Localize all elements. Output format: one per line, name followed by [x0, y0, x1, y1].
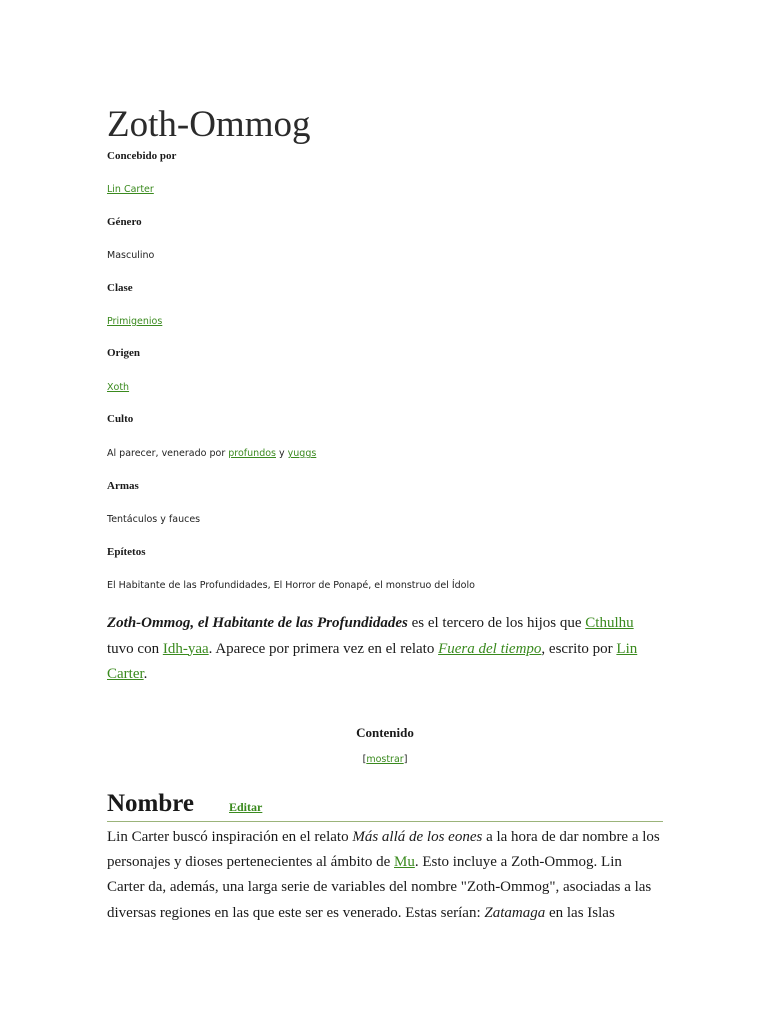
paragraph-italic: Más allá de los eones [352, 829, 483, 845]
paragraph-text: en las Islas [545, 904, 615, 921]
infobox-label-epitetos: Epítetos [107, 546, 146, 558]
intro-paragraph [107, 611, 663, 688]
intro-text: tuvo con [107, 640, 163, 657]
infobox-link-primigenios[interactable]: Primigenios [107, 316, 163, 327]
infobox-label-culto: Culto [107, 413, 134, 425]
paragraph-text: a la hora de dar nombre a los personajes y dioses pertenecientes al ámbito de [107, 829, 660, 871]
toc-title: Contenido [356, 725, 414, 740]
intro-text: . [143, 666, 148, 682]
toc-bracket: ] [403, 754, 408, 765]
infobox-link-xoth[interactable]: Xoth [107, 382, 130, 393]
intro-text: , escrito por [541, 640, 617, 657]
link-yuggs[interactable]: yuggs [287, 448, 317, 459]
infobox-link-lin-carter[interactable]: Lin Carter [107, 184, 154, 195]
infobox-label-clase: Clase [107, 282, 133, 294]
infobox-value-culto [107, 447, 316, 461]
page-title: Zoth-Ommog [107, 104, 311, 145]
paragraph-italic: Zatamaga [484, 904, 546, 921]
link-idh-yaa[interactable]: Idh-yaa [162, 640, 209, 657]
intro-text: . Aparece por primera vez en el relato [208, 640, 439, 657]
infobox-label-genero: Género [107, 216, 142, 228]
toc-bracket: [ [362, 754, 367, 765]
section-heading-nombre [107, 786, 663, 822]
infobox-label-armas: Armas [107, 480, 139, 492]
infobox-value-genero: Masculino [107, 250, 155, 261]
toc-show-link[interactable]: mostrar [366, 754, 404, 765]
infobox-value-armas: Tentáculos y fauces [107, 514, 201, 525]
link-fuera-del-tiempo[interactable]: Fuera del tiempo [438, 640, 542, 657]
paragraph-text: . Esto incluye a Zoth-Ommog. Lin Carter da, además, una larga serie de variables del nombre "Zoth-Ommog", asociadas a las diversas regiones en las que este ser es venerado. Estas serían: [107, 854, 652, 921]
infobox-label-concebido: Concebido por [107, 150, 177, 162]
culto-and: y [275, 448, 288, 459]
intro-subject: Zoth-Ommog, el Habitante de las Profundidades [107, 615, 408, 631]
section-paragraph [107, 825, 663, 926]
culto-text: Al parecer, venerado por [107, 448, 229, 459]
edit-section-link[interactable]: Editar [229, 800, 263, 814]
link-lin-carter[interactable]: Lin Carter [107, 640, 638, 682]
infobox-label-origen: Origen [107, 347, 140, 359]
paragraph-text: Lin Carter buscó inspiración en el relato [107, 829, 353, 845]
section-heading-text: Nombre [107, 790, 195, 817]
toc-toggle [107, 753, 663, 767]
link-profundos[interactable]: profundos [228, 448, 276, 459]
link-mu[interactable]: Mu [394, 854, 415, 871]
intro-text: es el tercero de los hijos que [407, 615, 586, 631]
link-cthulhu[interactable]: Cthulhu [585, 615, 634, 631]
infobox-value-epitetos: El Habitante de las Profundidades, El Horror de Ponapé, el monstruo del Ídolo [107, 580, 475, 591]
